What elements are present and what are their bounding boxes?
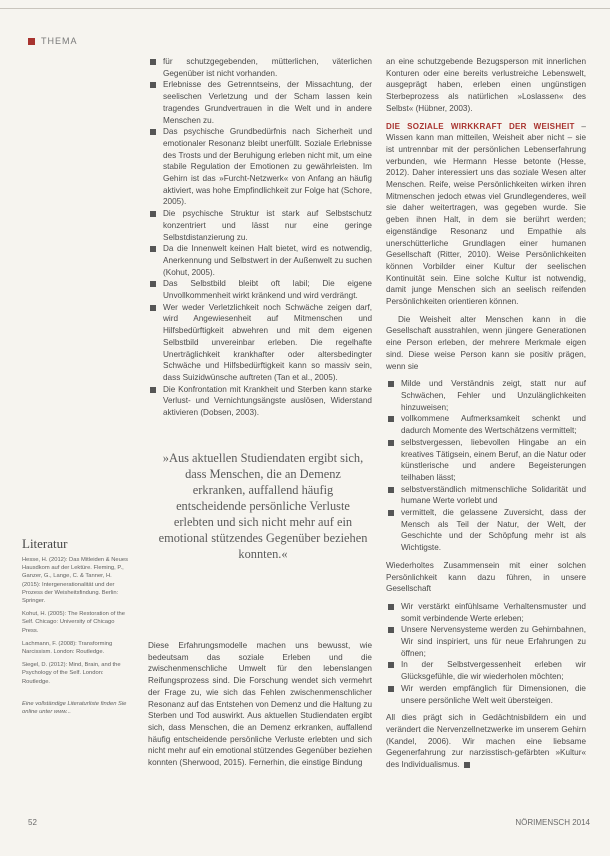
section-tag bbox=[28, 36, 78, 46]
list-item: für schutzgegebenden, mütterlichen, väterlichen Gegenüber ist nicht vorhanden. bbox=[148, 56, 372, 79]
list-item: Wir werden empfänglich für Dimensionen, die unsere persönliche Welt weit übersteigen. bbox=[386, 683, 586, 706]
literature-entry: Hesse, H. (2012): Das Mitleiden & Neues Hausdkom auf der Lektüre. Fleming, P., Ganzer, G., Lange, C. & Tanner, H. (2015): Intergenerationalität und der Prozess der Weisheitsfindung. Berlin: Springer. bbox=[22, 557, 128, 605]
bullet-list-right bbox=[386, 378, 586, 554]
list-item: Das Selbstbild bleibt oft labil; Die eigene Unvollkommenheit wirkt kränkend und wird verdrängt. bbox=[148, 278, 372, 301]
literature-note: Eine vollständige Literaturliste finden Sie online unter www... bbox=[22, 700, 127, 716]
list-item: Wer weder Verletzlichkeit noch Schwäche zeigen darf, wird Angewiesenheit auf Mitmenschen und Hilfsbedürftigkeit abwehren und mit dem eigenen Selbstbild unvereinbar erleben. Die regelhafte Unerträglichkeit krankhafter oder altersbedingter Schwäche und Hilfsbedürftigkeit kann so massiv sein, dass Suizidwünsche auftreten (Tan et al., 2005). bbox=[148, 302, 372, 384]
section-label: THEMA bbox=[41, 36, 78, 46]
top-rule bbox=[0, 8, 610, 9]
body-paragraph: Diese Erfahrungsmodelle machen uns bewusst, wie bedeutsam das soziale Erleben und die zwischenmenschliche Umwelt für den lebenslangen Reifungsprozess sind. Die Forschung wendet sich vermehrt der Frage zu, wie sich das Fehlen zwischenmenschlicher Resonanz auf das Entstehen von Demenz und die Haltung zu Sterben und Tod auswirkt. Aus aktuellen Studiendaten ergibt sich, dass Menschen, die an Demenz erkranken, auffallend häufig entscheidende persönliche Verluste erlebten und sich nicht mehr auf ein emotional stützendes Gegenüber beziehen konnten (Sherwood, 2015). Fernerhin, die einstige Bindung bbox=[148, 641, 372, 768]
literature-entry: Lachmann, F. (2008): Transforming Narcissism. London: Routledge. bbox=[22, 640, 113, 656]
list-item: Erlebnisse des Getrenntseins, der Missachtung, der seelischen Verletzung und der Scham lassen kein tragendes Grundvertrauen in die Welt und in andere Menschen zu. bbox=[148, 79, 372, 126]
section-heading-text: Wissen kann man mitteilen, Weisheit aber nicht – sie ist untrennbar mit der persönlichen Lebenserfahrung verbunden, wie Hermann Hesse betonte (Hesse, 2012). Daher interessiert uns das soziale Wesen alter Menschen. Reife, weise Persönlichkeiten wirken ihren Mitmenschen jedoch etwas viel Grundlegenderes, weil sie daher weitertragen, was gegeben wurde. Sie geben ihnen Halt, in dem sie berührt werden; eigenständige Resonanz und Empathie als unerschütterliche Grundlagen einer humanen Gesellschaft (Ritter, 2010). Weise Persönlichkeiten können Vorbilder einer Kultur der seelischen Kontinuität sein. Eine solche Kultur ist notwendig, damit junge Menschen sich an seelisch reifenden Persönlichkeiten orientieren können. bbox=[386, 133, 586, 307]
body-paragraph: Die Weisheit alter Menschen kann in die Gesellschaft ausstrahlen, wenn jüngere Generationen eine Person erleben, der mehrere Merkmale eigen sind. Diese weise Person kann sie positiv prägen, wenn sie bbox=[386, 314, 586, 371]
closing-text: All dies prägt sich in Gedächtnisbildern ein und verändert die Nervenzellnetzwerke im unserem Gehirn (Kandel, 2006). Wir machen eine liebsame Gegenerfahrung zur narzisstisch-gefärbten »Kultur« des Individualismus. bbox=[386, 713, 586, 770]
page-number: 52 bbox=[28, 818, 37, 827]
list-item: selbstvergessen, liebevollen Hingabe an ein kreatives Tätigsein, einem Beruf, an die Natur oder künstlerische und andere Begeisterungen teilhaben lässt; bbox=[386, 437, 586, 484]
list-item: In der Selbstvergessenheit erleben wir Glücksgefühle, die wir wiederholen möchten; bbox=[386, 659, 586, 682]
bullet-list-right-2 bbox=[386, 601, 586, 706]
list-item: Da die Innenwelt keinen Halt bietet, wird es notwendig, Anerkennung und Selbstwert in der Außenwelt zu suchen (Kohut, 2005). bbox=[148, 243, 372, 278]
section-paragraph: DIE SOZIALE WIRKKRAFT DER WEISHEIT – Wissen kann man mitteilen, Weisheit aber nicht – sie ist untrennbar mit der persönlichen Lebenserfahrung verbunden, wie Hermann Hesse betonte (Hesse, 2012). Daher interessiert uns das soziale Wesen alter Menschen. Reife, weise Persönlichkeiten wirken ihren Mitmenschen jedoch etwas viel Grundlegenderes, weil sie daher weitertragen, was gegeben wurde. Sie geben ihnen Halt, in dem sie berührt werden; eigenständige Resonanz und Empathie als unerschütterliche Grundlagen einer humanen Gesellschaft (Ritter, 2010). Weise Persönlichkeiten können Vorbilder einer Kultur der seelischen Kontinuität sein. Eine solche Kultur ist notwendig, damit junge Menschen sich an seelisch reifenden Persönlichkeiten orientieren können. bbox=[386, 121, 586, 307]
list-item: vollkommene Aufmerksamkeit schenkt und dadurch Momente des Wertschätzens vermittelt; bbox=[386, 413, 586, 436]
column-middle-bottom bbox=[148, 640, 372, 775]
pull-quote: »Aus aktuellen Studiendaten ergibt sich, dass Menschen, die an Demenz erkranken, auffallend häufig entscheidende persönliche Verluste erlebten und sich nicht mehr auf ein emotional stützendes Gegenüber beziehen konnten.« bbox=[158, 451, 368, 561]
section-square-icon bbox=[28, 38, 35, 45]
body-paragraph: an eine schutzgebende Bezugsperson mit innerlichen Konturen oder eine bereits verlustreiche Lebenswelt, ausgeprägt haben, erleben einen ungünstigen Sterbeprozess als natürlichen »Loslassen« des Selbst« (Hübner, 2003). bbox=[386, 57, 586, 113]
literature-title: Literatur bbox=[22, 536, 68, 551]
list-item: Die Konfrontation mit Krankheit und Sterben kann starke Verlust- und Vernichtungsängste auslösen, Widerstand aktivieren (Dobsen, 2003). bbox=[148, 384, 372, 419]
literature-entry: Kohut, H. (2005): The Restoration of the Self. Chicago: University of Chicago Press. bbox=[22, 611, 126, 634]
section-heading: DIE SOZIALE WIRKKRAFT DER WEISHEIT bbox=[386, 121, 575, 131]
column-right bbox=[386, 56, 586, 777]
list-item: selbstverständlich mitmenschliche Solidarität und humane Werte vorlebt und bbox=[386, 484, 586, 507]
literature-list bbox=[22, 556, 130, 721]
list-item: Die psychische Struktur ist stark auf Selbstschutz konzentriert und lässt nur eine geringe Selbstdistanzierung zu. bbox=[148, 208, 372, 243]
magazine-name: NÖRIMENSCH 2014 bbox=[515, 818, 590, 827]
literature-entry: Siegel, D. (2012): Mind, Brain, and the Psychology of the Self. London: Routledge. bbox=[22, 662, 121, 685]
list-item: vermittelt, die gelassene Zuversicht, dass der Mensch als Teil der Natur, der Welt, der Geschichte und der Schöpfung mehr ist als Wichtigste. bbox=[386, 507, 586, 554]
bullet-list-middle bbox=[148, 56, 372, 419]
closing-paragraph bbox=[386, 712, 586, 771]
list-item: Unsere Nervensysteme werden zu Gehirnbahnen, Wir sind inspiriert, uns für neue Erfahrungen zu öffnen; bbox=[386, 624, 586, 659]
list-item: Das psychische Grundbedürfnis nach Sicherheit und emotionaler Resonanz bleibt unerfüllt. Soziale Erlebnisse des Trosts und der Beruhigung erleben nicht mit, um eine stabile Regulation der Emotionen zu gewährleisten. Im Gehirn ist das »Furcht-Netzwerk« von Anfang an häufig aktiviert, was hohe Empfindlichkeit zur Folge hat (Schore, 2005). bbox=[148, 126, 372, 208]
body-paragraph: Wiederholtes Zusammensein mit einer solchen Persönlichkeit kann dazu führen, in unsere Gesellschaft bbox=[386, 560, 586, 594]
list-item: Wir verstärkt einfühlsame Verhaltensmuster und somit verbindende Werte erleben; bbox=[386, 601, 586, 624]
list-item: Milde und Verständnis zeigt, statt nur auf Schwächen, Fehler und Unzulänglichkeiten hinzuweisen; bbox=[386, 378, 586, 413]
end-mark-icon bbox=[464, 762, 470, 768]
column-middle bbox=[148, 56, 372, 419]
